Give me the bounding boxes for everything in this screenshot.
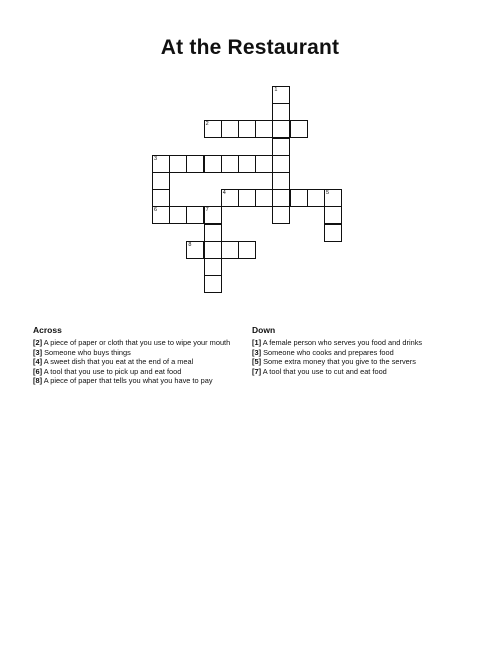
grid-cell[interactable] (238, 189, 256, 207)
down-heading: Down (252, 325, 276, 335)
grid-cell[interactable] (238, 120, 256, 138)
grid-cell[interactable] (324, 189, 342, 207)
clue-across-2: [2] A piece of paper or cloth that you use to wipe your mouth (33, 338, 231, 348)
grid-cell[interactable] (204, 120, 222, 138)
grid-cell[interactable] (255, 189, 273, 207)
clue-down-5: [5] Some extra money that you give to the servers (252, 357, 416, 367)
grid-cell[interactable] (272, 189, 290, 207)
grid-cell[interactable] (204, 224, 222, 242)
clue-across-4: [4] A sweet dish that you eat at the end of a meal (33, 357, 194, 367)
grid-cell[interactable] (290, 189, 308, 207)
cell-number: 6 (154, 207, 158, 214)
grid-cell[interactable] (272, 138, 290, 156)
clue-down-7: [7] A tool that you use to cut and eat food (252, 366, 387, 376)
clue-down-1: [1] A female person who serves you food and drinks (252, 338, 423, 348)
clue-down-3: [3] Someone who cooks and prepares food (252, 347, 394, 357)
grid-cell[interactable] (169, 206, 187, 224)
grid-cell[interactable] (221, 120, 239, 138)
clue-across-6: [6] A tool that you use to pick up and eat food (33, 366, 182, 376)
down-clues (252, 326, 467, 376)
grid-cell[interactable] (186, 241, 204, 259)
grid-cell[interactable] (152, 155, 170, 173)
grid-cell[interactable] (307, 189, 325, 207)
cell-number: 8 (188, 241, 192, 248)
grid-cell[interactable] (272, 86, 290, 104)
grid-cell[interactable] (272, 172, 290, 190)
grid-cell[interactable] (272, 206, 290, 224)
grid-cell[interactable] (255, 120, 273, 138)
grid-cell[interactable] (221, 189, 239, 207)
clue-across-8: [8] A piece of paper that tells you what you have to pay (33, 376, 213, 386)
cell-number: 2 (205, 121, 209, 128)
clue-across-3: [3] Someone who buys things (33, 347, 131, 357)
grid-cell[interactable] (169, 155, 187, 173)
grid-cell[interactable] (204, 206, 222, 224)
grid-cell[interactable] (186, 206, 204, 224)
grid-cell[interactable] (255, 155, 273, 173)
grid-cell[interactable] (272, 120, 290, 138)
grid-cell[interactable] (204, 258, 222, 276)
grid-cell[interactable] (324, 224, 342, 242)
crossword-grid (0, 0, 500, 320)
grid-cell[interactable] (152, 189, 170, 207)
grid-cell[interactable] (204, 241, 222, 259)
across-heading: Across (33, 325, 62, 335)
grid-cell[interactable] (221, 155, 239, 173)
cell-number: 4 (222, 190, 226, 197)
cell-number: 1 (274, 87, 278, 93)
cell-number: 5 (326, 190, 330, 197)
grid-cell[interactable] (186, 155, 204, 173)
grid-cell[interactable] (204, 155, 222, 173)
grid-cell[interactable] (272, 103, 290, 121)
cell-number: 3 (154, 155, 158, 162)
grid-cell[interactable] (152, 172, 170, 190)
grid-cell[interactable] (238, 155, 256, 173)
grid-cell[interactable] (238, 241, 256, 259)
grid-cell[interactable] (204, 275, 222, 293)
grid-cell[interactable] (221, 241, 239, 259)
across-clues (33, 326, 243, 385)
grid-cell[interactable] (290, 120, 308, 138)
cell-number: 7 (205, 207, 209, 214)
grid-cell[interactable] (324, 206, 342, 224)
grid-cell[interactable] (152, 206, 170, 224)
page-title: At the Restaurant (160, 36, 340, 59)
grid-cell[interactable] (272, 155, 290, 173)
